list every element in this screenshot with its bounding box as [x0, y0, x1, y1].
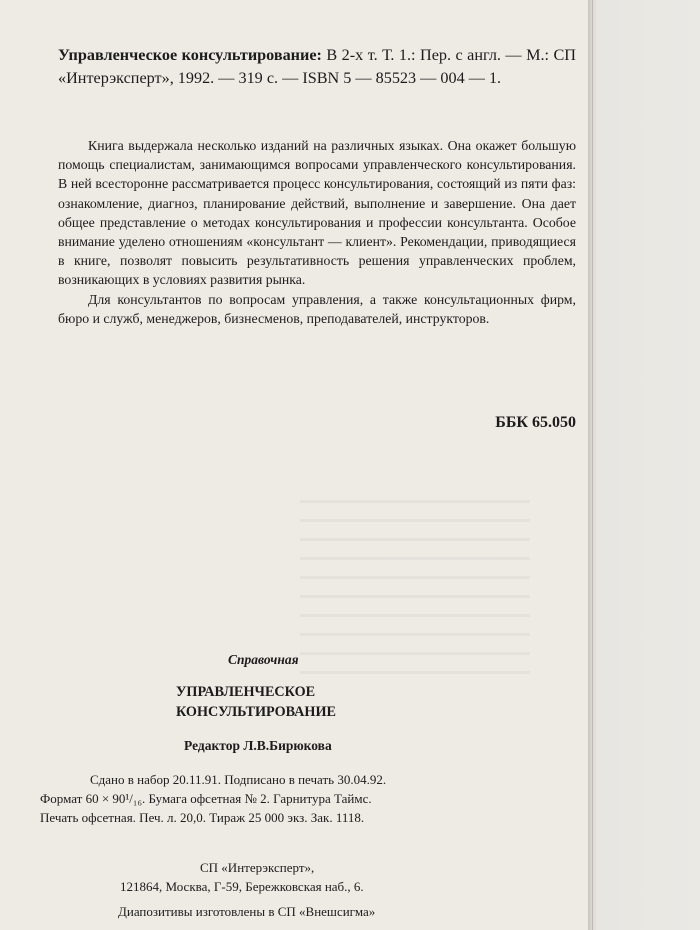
citation-title: Управленческое консультирование: — [58, 46, 322, 64]
publisher-name: СП «Интерэксперт», — [200, 860, 315, 875]
print-info — [40, 770, 560, 827]
annotation — [58, 136, 576, 328]
citation-details: В 2-х т. Т. 1.: Пер. с англ. — М.: СП «Интерэксперт», 1992. — 319 с. — ISBN 5 — 85523 — 004 — 1. — [58, 46, 576, 87]
annotation-paragraph-2: Для консультантов по вопросам управления, а также консультационных фирм, бюро и служб, менеджеров, бизнесменов, преподавателей, инструкторов. — [58, 291, 576, 326]
print-info-line-2: Формат 60 × 90¹/₁₆. Бумага офсетная № 2. Гарнитура Таймс. — [40, 791, 372, 806]
publisher-street: 121864, Москва, Г-59, Бережковская наб., 6. — [120, 879, 364, 894]
show-through-text — [300, 500, 530, 680]
bibliographic-citation — [58, 44, 576, 90]
editor-line: Редактор Л.В.Бирюкова — [184, 738, 332, 753]
diapositives-note: Диапозитивы изготовлены в СП «Внешсигма» — [118, 904, 376, 919]
bbk-code: ББК 65.050 — [495, 414, 576, 431]
print-info-line-1: Сдано в набор 20.11.91. Подписано в печать 30.04.92. — [90, 772, 387, 787]
page-fold-line — [592, 0, 593, 930]
book-title — [176, 682, 476, 722]
book-title-line-2: КОНСУЛЬТИРОВАНИЕ — [176, 704, 336, 720]
publisher-address — [120, 858, 480, 896]
book-title-line-1: УПРАВЛЕНЧЕСКОЕ — [176, 684, 316, 700]
annotation-paragraph-1: Книга выдержала несколько изданий на различных языках. Она окажет большую помощь специалистам, занимающимся вопросами управленческого консультирования. В ней всесторонне рассматривается процесс консультирования, состоящий из пяти фаз: ознакомление, диагноз, планирование действий, выполнение и завершение. Она дает общее представление о методах консультирования и профессии консультанта. Особое внимание уделено отношениям «консультант — клиент». Рекомендации, приводящиеся в книге, позволят повысить результативность решения управленческих проблем, возникающих в условиях развития рынка. — [58, 138, 576, 288]
print-info-line-3: Печать офсетная. Печ. л. 20,0. Тираж 25 000 экз. Зак. 1118. — [40, 810, 365, 825]
genre-label: Справочная — [228, 652, 299, 667]
opposite-page-edge — [588, 0, 700, 930]
